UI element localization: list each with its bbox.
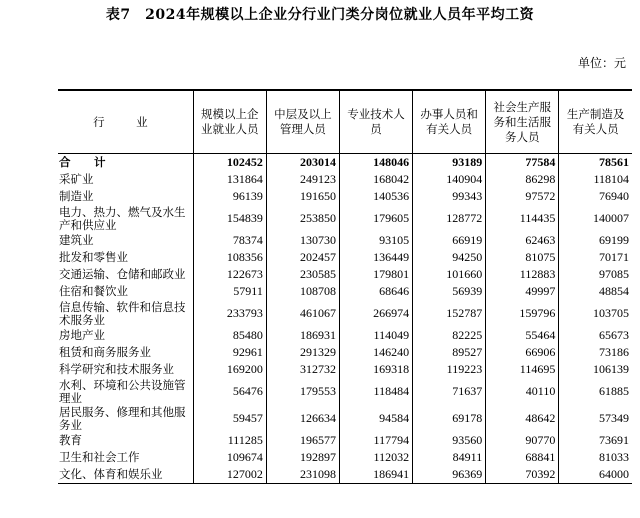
wage-value: 191650 [266, 188, 339, 205]
industry-name: 信息传输、软件和信息技术服务业 [59, 299, 186, 327]
table-body [58, 154, 632, 484]
wage-value: 78374 [193, 232, 266, 249]
wage-value: 99343 [413, 188, 486, 205]
table-row [58, 249, 632, 266]
wage-value: 140536 [339, 188, 412, 205]
wage-value: 71637 [413, 378, 486, 405]
wage-value: 119223 [413, 361, 486, 378]
table-row [58, 466, 632, 484]
wage-value: 64000 [559, 466, 632, 484]
wage-value: 148046 [339, 154, 412, 172]
wage-value: 233793 [193, 300, 266, 327]
wage-value: 82225 [413, 327, 486, 344]
industry-name: 制造业 [59, 189, 94, 203]
wage-value: 73186 [559, 344, 632, 361]
industry-name: 电力、热力、燃气及水生产和供应业 [59, 204, 186, 232]
wage-value: 111285 [193, 432, 266, 449]
table-row [58, 378, 632, 405]
table-row [58, 171, 632, 188]
wage-table [58, 89, 632, 484]
wage-value: 159796 [486, 300, 559, 327]
wage-value: 140007 [559, 205, 632, 232]
industry-name: 居民服务、修理和其他服务业 [59, 404, 186, 432]
wage-value: 96139 [193, 188, 266, 205]
wage-value: 86298 [486, 171, 559, 188]
wage-value: 84911 [413, 449, 486, 466]
wage-value: 56476 [193, 378, 266, 405]
wage-value: 112883 [486, 266, 559, 283]
wage-value: 203014 [266, 154, 339, 172]
industry-name: 文化、体育和娱乐业 [59, 467, 163, 481]
wage-value: 136449 [339, 249, 412, 266]
wage-value: 146240 [339, 344, 412, 361]
wage-value: 48854 [559, 283, 632, 300]
wage-value: 253850 [266, 205, 339, 232]
table-row [58, 344, 632, 361]
wage-value: 81075 [486, 249, 559, 266]
wage-value: 96369 [413, 466, 486, 484]
wage-value: 231098 [266, 466, 339, 484]
table-row [58, 232, 632, 249]
total-row [58, 154, 632, 172]
industry-name: 水利、环境和公共设施管理业 [59, 377, 186, 405]
wage-value: 68646 [339, 283, 412, 300]
industry-name: 科学研究和技术服务业 [59, 362, 174, 376]
table-row [58, 405, 632, 432]
header-production-workers: 生产制造及有关人员 [559, 90, 632, 154]
wage-value: 249123 [266, 171, 339, 188]
wage-value: 154839 [193, 205, 266, 232]
wage-value: 69199 [559, 232, 632, 249]
table-row [58, 266, 632, 283]
wage-value: 55464 [486, 327, 559, 344]
industry-name: 租赁和商务服务业 [59, 345, 151, 359]
wage-value: 68841 [486, 449, 559, 466]
wage-value: 202457 [266, 249, 339, 266]
wage-value: 186941 [339, 466, 412, 484]
wage-value: 66919 [413, 232, 486, 249]
table-row [58, 205, 632, 232]
wage-value: 56939 [413, 283, 486, 300]
wage-value: 62463 [486, 232, 559, 249]
table-row [58, 361, 632, 378]
industry-name: 卫生和社会工作 [59, 450, 140, 464]
industry-name: 合 计 [59, 155, 112, 169]
table-title: 表7 2024年规模以上企业分行业门类分岗位就业人员年平均工资 [105, 7, 535, 23]
wage-value: 117794 [339, 432, 412, 449]
wage-value: 93189 [413, 154, 486, 172]
wage-value: 108708 [266, 283, 339, 300]
table-row [58, 188, 632, 205]
wage-value: 126634 [266, 405, 339, 432]
table-row [58, 432, 632, 449]
wage-value: 114435 [486, 205, 559, 232]
wage-value: 70171 [559, 249, 632, 266]
wage-value: 179801 [339, 266, 412, 283]
wage-value: 69178 [413, 405, 486, 432]
header-managers: 中层及以上管理人员 [266, 90, 339, 154]
wage-value: 112032 [339, 449, 412, 466]
wage-value: 186931 [266, 327, 339, 344]
header-all-employees: 规模以上企业就业人员 [193, 90, 266, 154]
wage-value: 106139 [559, 361, 632, 378]
industry-name: 房地产业 [59, 328, 105, 342]
wage-value: 128772 [413, 205, 486, 232]
wage-value: 78561 [559, 154, 632, 172]
wage-value: 89527 [413, 344, 486, 361]
wage-value: 102452 [193, 154, 266, 172]
header-professionals: 专业技术人员 [339, 90, 412, 154]
wage-value: 291329 [266, 344, 339, 361]
header-service-workers: 社会生产服务和生活服务人员 [486, 90, 559, 154]
wage-value: 169318 [339, 361, 412, 378]
industry-name: 教育 [59, 433, 82, 447]
wage-value: 108356 [193, 249, 266, 266]
wage-value: 168042 [339, 171, 412, 188]
header-row [58, 90, 632, 154]
wage-value: 93560 [413, 432, 486, 449]
industry-name: 住宿和餐饮业 [59, 284, 128, 298]
wage-value: 127002 [193, 466, 266, 484]
header-clerks: 办事人员和有关人员 [413, 90, 486, 154]
wage-value: 169200 [193, 361, 266, 378]
table-row [58, 283, 632, 300]
wage-value: 94584 [339, 405, 412, 432]
wage-value: 40110 [486, 378, 559, 405]
wage-value: 48642 [486, 405, 559, 432]
wage-value: 131864 [193, 171, 266, 188]
wage-value: 103705 [559, 300, 632, 327]
wage-value: 196577 [266, 432, 339, 449]
industry-name: 交通运输、仓储和邮政业 [59, 267, 186, 281]
wage-value: 57349 [559, 405, 632, 432]
header-industry: 行 业 [58, 90, 193, 154]
wage-value: 118104 [559, 171, 632, 188]
wage-value: 65673 [559, 327, 632, 344]
wage-value: 85480 [193, 327, 266, 344]
wage-value: 312732 [266, 361, 339, 378]
wage-value: 61885 [559, 378, 632, 405]
wage-value: 101660 [413, 266, 486, 283]
industry-name: 建筑业 [59, 233, 94, 247]
table-row [58, 327, 632, 344]
industry-name: 采矿业 [59, 172, 94, 186]
wage-value: 130730 [266, 232, 339, 249]
wage-value: 179553 [266, 378, 339, 405]
wage-value: 266974 [339, 300, 412, 327]
unit-label: 单位：元 [577, 56, 626, 70]
wage-value: 97572 [486, 188, 559, 205]
wage-value: 90770 [486, 432, 559, 449]
wage-value: 122673 [193, 266, 266, 283]
wage-value: 97085 [559, 266, 632, 283]
wage-value: 70392 [486, 466, 559, 484]
wage-value: 92961 [193, 344, 266, 361]
table-row [58, 300, 632, 327]
wage-value: 81033 [559, 449, 632, 466]
wage-value: 73691 [559, 432, 632, 449]
wage-value: 140904 [413, 171, 486, 188]
wage-value: 59457 [193, 405, 266, 432]
table-row [58, 449, 632, 466]
wage-value: 57911 [193, 283, 266, 300]
wage-value: 49997 [486, 283, 559, 300]
wage-value: 118484 [339, 378, 412, 405]
wage-value: 76940 [559, 188, 632, 205]
wage-value: 230585 [266, 266, 339, 283]
industry-name: 批发和零售业 [59, 250, 128, 264]
wage-value: 94250 [413, 249, 486, 266]
wage-value: 114049 [339, 327, 412, 344]
wage-value: 93105 [339, 232, 412, 249]
wage-value: 77584 [486, 154, 559, 172]
wage-value: 152787 [413, 300, 486, 327]
wage-value: 66906 [486, 344, 559, 361]
wage-value: 179605 [339, 205, 412, 232]
wage-value: 109674 [193, 449, 266, 466]
wage-value: 192897 [266, 449, 339, 466]
wage-value: 114695 [486, 361, 559, 378]
wage-value: 461067 [266, 300, 339, 327]
